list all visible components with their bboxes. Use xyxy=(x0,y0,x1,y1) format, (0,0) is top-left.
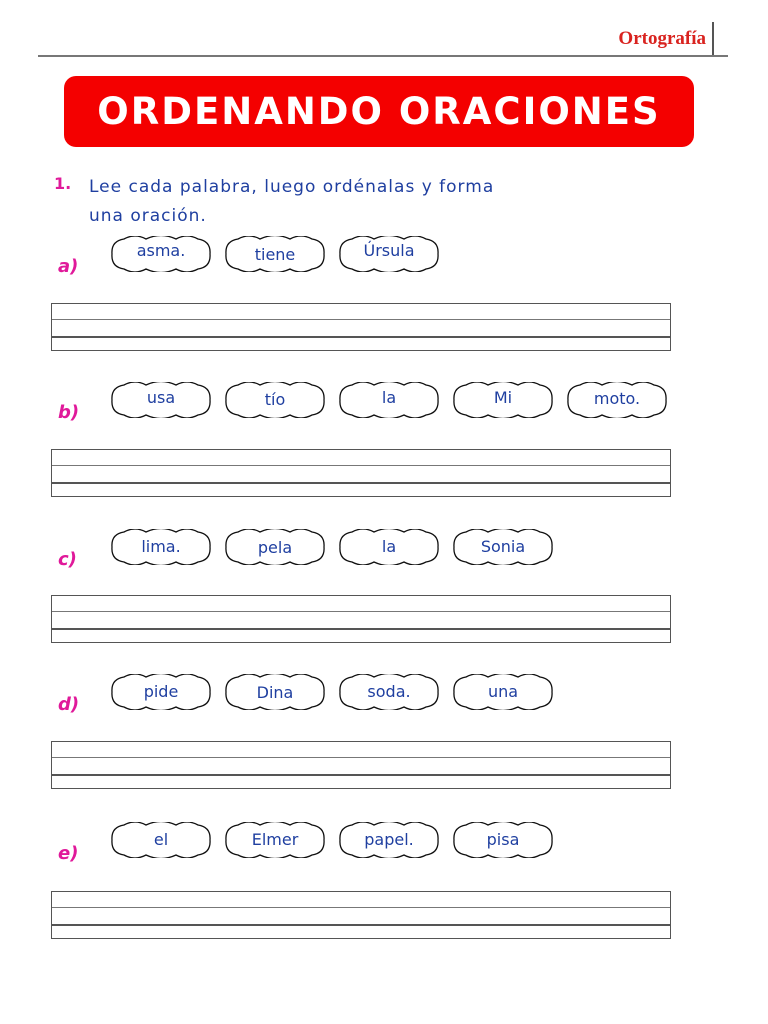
answer-lines-d[interactable] xyxy=(51,741,671,789)
section-label: Ortografía xyxy=(618,28,706,49)
word-cloud[interactable] xyxy=(338,382,440,418)
word-cloud[interactable] xyxy=(338,822,440,858)
word-text: pide xyxy=(143,682,179,701)
page-title: ORDENANDO ORACIONES xyxy=(97,90,661,133)
writing-line xyxy=(52,336,670,338)
instruction-line-2: una oración. xyxy=(89,206,207,226)
word-cloud[interactable] xyxy=(452,529,554,565)
writing-line xyxy=(52,924,670,926)
instruction-number: 1. xyxy=(54,174,72,193)
word-text: la xyxy=(381,388,397,407)
word-cloud[interactable] xyxy=(566,382,668,418)
word-cloud[interactable] xyxy=(452,674,554,710)
word-text: Mi xyxy=(493,388,513,407)
answer-lines-a[interactable] xyxy=(51,303,671,351)
writing-line xyxy=(52,774,670,776)
title-banner xyxy=(64,76,694,147)
writing-line xyxy=(52,757,670,758)
word-cloud[interactable] xyxy=(338,674,440,710)
word-cloud[interactable] xyxy=(224,529,326,565)
word-text: moto. xyxy=(593,389,641,408)
answer-lines-c[interactable] xyxy=(51,595,671,643)
word-text: la xyxy=(381,537,397,556)
word-cloud[interactable] xyxy=(338,529,440,565)
word-cloud[interactable] xyxy=(338,236,440,272)
word-cloud[interactable] xyxy=(110,382,212,418)
word-text: el xyxy=(153,830,169,849)
instruction-text xyxy=(89,173,549,231)
word-text: soda. xyxy=(367,682,411,701)
header-divider xyxy=(712,22,714,56)
word-text: tiene xyxy=(254,245,296,264)
header-rule xyxy=(38,55,728,57)
word-text: usa xyxy=(146,388,176,407)
word-text: asma. xyxy=(136,241,186,260)
word-cloud[interactable] xyxy=(224,382,326,418)
writing-line xyxy=(52,482,670,484)
writing-line xyxy=(52,319,670,320)
writing-line xyxy=(52,907,670,908)
word-text: pisa xyxy=(486,830,520,849)
word-cloud[interactable] xyxy=(110,674,212,710)
exercise-label-e: e) xyxy=(58,843,79,864)
word-cloud[interactable] xyxy=(110,822,212,858)
writing-line xyxy=(52,611,670,612)
word-text: Dina xyxy=(256,683,294,702)
exercise-label-a: a) xyxy=(58,256,79,277)
answer-lines-e[interactable] xyxy=(51,891,671,939)
word-text: papel. xyxy=(364,830,414,849)
exercise-label-d: d) xyxy=(58,694,80,715)
word-cloud[interactable] xyxy=(452,822,554,858)
word-cloud[interactable] xyxy=(224,674,326,710)
word-cloud[interactable] xyxy=(224,236,326,272)
word-text: pela xyxy=(257,538,293,557)
instruction-line-1: Lee cada palabra, luego ordénalas y forma xyxy=(89,177,495,197)
word-text: tío xyxy=(264,390,286,409)
word-text: una xyxy=(487,682,519,701)
exercise-label-b: b) xyxy=(58,402,80,423)
word-text: Sonia xyxy=(480,537,526,556)
word-cloud[interactable] xyxy=(110,529,212,565)
writing-line xyxy=(52,465,670,466)
word-text: Elmer xyxy=(251,830,299,849)
answer-lines-b[interactable] xyxy=(51,449,671,497)
word-cloud[interactable] xyxy=(224,822,326,858)
word-cloud[interactable] xyxy=(452,382,554,418)
exercise-label-c: c) xyxy=(58,549,77,570)
word-text: Úrsula xyxy=(363,241,415,260)
word-cloud[interactable] xyxy=(110,236,212,272)
word-text: lima. xyxy=(141,537,181,556)
writing-line xyxy=(52,628,670,630)
